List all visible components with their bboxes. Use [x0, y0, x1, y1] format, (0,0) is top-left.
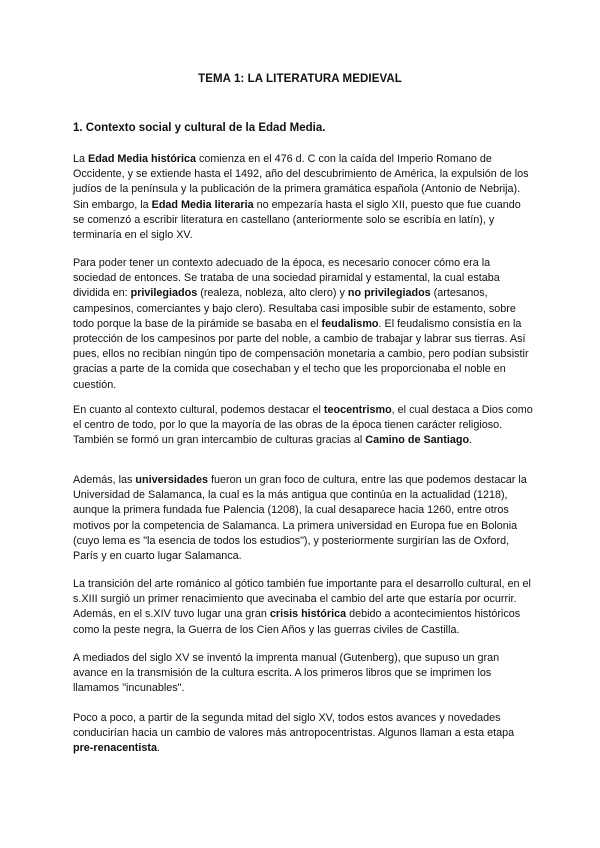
bold-term: pre-renacentista [73, 742, 158, 755]
paragraph-universidades: Además, las universidades fueron un gran foco de cultura, entre las que podemos destacar la Universidad de Salamanca, la cual es la más antigua que continúa en la actualidad (1218), aunque la primera fundada fue Palencia (1208), la cual desaparece hacia 1260, entre otros motivos por la competencia de Salamanca. La primera universidad en Europa fue en Bolonia (cuyo lema es "la esencia de todos los estudios"), y posteriormente surgirían las de Oxford, París y en cuarto lugar Salamanca. [73, 474, 527, 563]
paragraph-edad-media: La Edad Media histórica comienza en el 476 d. C con la caída del Imperio Romano de Occidente, y se extiende hasta el 1492, año del descubrimiento de América, la expulsión de los judíos de la península y la publicación de la primera gramática española (Antonio de Nebrija). Sin embargo, la Edad Media literaria no empezaría hasta el siglo XII, puesto que fue cuando se comenzó a escribir literatura en castellano (anteriormente solo se escribía en latín), y terminaría en el siglo XV. [73, 153, 529, 242]
bold-term: feudalismo [321, 317, 379, 330]
paragraph-contexto-cultural: En cuanto al contexto cultural, podemos destacar el teocentrismo, el cual destaca a Dios como el centro de todo, por lo que la mayoría de las obras de la época tienen carácter religioso. También se formó un gran intercambio de culturas gracias al Camino de Santiago. [73, 404, 533, 447]
bold-term: Camino de Santiago [365, 434, 470, 447]
page-title: TEMA 1: LA LITERATURA MEDIEVAL [198, 73, 402, 85]
paragraph-arte: La transición del arte románico al gótico también fue importante para el desarrollo cultural, en el s.XIII surgió un primer renacimiento que avecinaba el cambio del arte que estaría por ocurrir. Además, en el s.XIV tuvo lugar una gran crisis histórica debido a acontecimientos históricos como la peste negra, la Guerra de los Cien Años y las guerras civiles de Castilla. [73, 578, 531, 636]
paragraph-pre-renacimiento: Poco a poco, a partir de la segunda mitad del siglo XV, todos estos avances y novedades conducirían hacia un cambio de valores más antropocentristas. Algunos llaman a esta etapa pre-renacentista. [73, 712, 515, 755]
section-heading: 1. Contexto social y cultural de la Edad Media. [73, 122, 326, 134]
bold-term: privilegiados [130, 287, 198, 300]
bold-term: crisis histórica [269, 608, 347, 621]
bold-term: Edad Media literaria [151, 198, 254, 211]
paragraph-sociedad: Para poder tener un contexto adecuado de la época, es necesario conocer cómo era la sociedad de entonces. Se trataba de una sociedad piramidal y estamental, la cual estaba dividida en: privilegiados (realeza, nobleza, alto clero) y no privilegiados (artesanos, campesinos, comerciantes y bajo clero). Resultaba casi imposible subir de estamento, sobre todo porque la base de la pirámide se basaba en el feudalismo. El feudalismo consistía en la protección de los campesinos por parte del noble, a cambio de trabajar y labrar sus tierras. Así pues, ellos no recibían ningún tipo de compensación monetaria a cambio, pero podían subsistir gracias a parte de la comida que cosechaban y el techo que les proporcionaba el noble en cuestión. [73, 257, 529, 391]
bold-term: no privilegiados [347, 287, 431, 300]
bold-term: teocentrismo [323, 404, 392, 416]
bold-term: Edad Media histórica [88, 153, 197, 165]
bold-term: universidades [135, 474, 209, 486]
paragraph-imprenta: A mediados del siglo XV se inventó la imprenta manual (Gutenberg), que supuso un gran avance en la transmisión de la cultura escrita. A los primeros libros que se imprimen los llamamos "incunables". [73, 652, 500, 695]
